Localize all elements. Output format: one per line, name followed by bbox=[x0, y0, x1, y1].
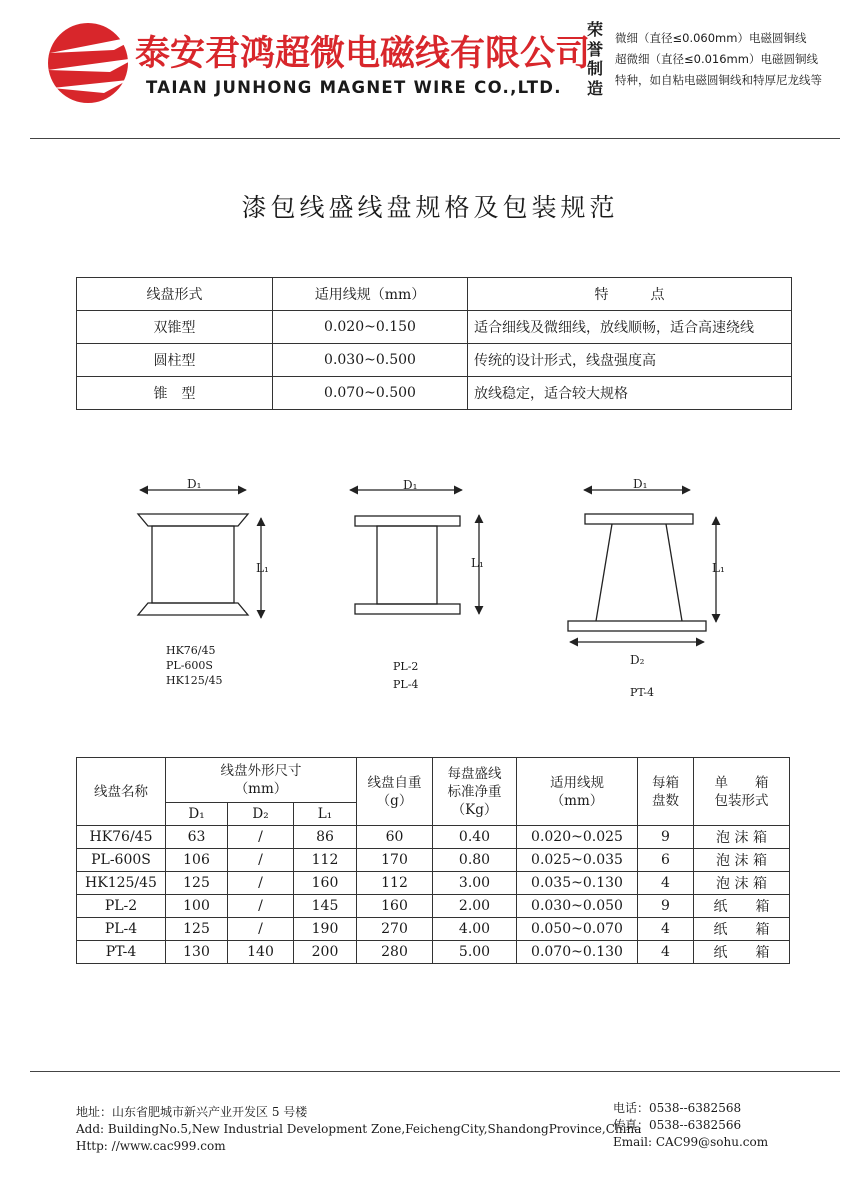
product-item: 特种，如自粘电磁圆铜线和特厚尼龙线等 bbox=[615, 73, 822, 87]
company-name-cn: 泰安君鸿超微电磁线有限公司 bbox=[135, 34, 591, 74]
dim-d1-label: D₁ bbox=[187, 477, 202, 491]
table-header-row: 线盘名称 线盘外形尺寸 （mm） 线盘自重 （g） 每盘盛线 标准净重 （Kg） 适用线规 （mm） 每箱 盘数 单 箱 包装形式 bbox=[77, 758, 790, 803]
diagram-labels-cylinder: PL-2 PL-4 bbox=[393, 660, 419, 691]
footer-divider bbox=[30, 1071, 840, 1072]
double-cone-reel-shape bbox=[138, 490, 261, 618]
table-row: 圆柱型 0.030~0.500 传统的设计形式，线盘强度高 bbox=[77, 344, 792, 377]
fax-number: 传真：0538--6382566 bbox=[613, 1118, 742, 1132]
honor-mark: 荣 誉 制 造 bbox=[586, 20, 603, 98]
company-logo bbox=[44, 20, 144, 106]
address-cn: 地址：山东省肥城市新兴产业开发区 5 号楼 bbox=[76, 1105, 308, 1119]
dim-l1-label: L₁ bbox=[471, 556, 484, 570]
table-row: HK76/45 63 / 86 60 0.40 0.020~0.025 9 泡 沫 箱 bbox=[77, 826, 790, 849]
footer-contact bbox=[613, 1100, 768, 1151]
company-name-en: TAIAN JUNHONG MAGNET WIRE CO.,LTD. bbox=[146, 78, 562, 97]
dim-l1-label: L₁ bbox=[256, 561, 269, 575]
reel-type-table bbox=[76, 277, 792, 410]
phone-number: 电话：0538--6382568 bbox=[613, 1101, 742, 1115]
cone-reel-shape bbox=[568, 490, 716, 642]
table-row: PL-4 125 / 190 270 4.00 0.050~0.070 4 纸 箱 bbox=[77, 918, 790, 941]
product-item: 超微细（直径≤0.016mm）电磁圆铜线 bbox=[615, 52, 818, 66]
address-en: Add: BuildingNo.5,New Industrial Development Zone,FeichengCity,ShandongProvince,China bbox=[76, 1122, 642, 1136]
table-row: PL-600S 106 / 112 170 0.80 0.025~0.035 6 泡 沫 箱 bbox=[77, 849, 790, 872]
email-link[interactable]: Email: CAC99@sohu.com bbox=[613, 1135, 769, 1149]
diagram-labels-double-cone: HK76/45 PL-600S HK125/45 bbox=[166, 644, 223, 687]
cylinder-reel-shape bbox=[350, 490, 479, 614]
table-header-row: 线盘形式 适用线规（mm） 特 点 bbox=[77, 278, 792, 311]
table-row: PT-4 130 140 200 280 5.00 0.070~0.130 4 纸 箱 bbox=[77, 941, 790, 964]
footer-address bbox=[76, 1104, 641, 1155]
dim-d1-label: D₁ bbox=[633, 477, 648, 491]
page-title: 漆包线盛线盘规格及包装规范 bbox=[241, 193, 619, 222]
table-subheader-row: D₁ D₂ L₁ bbox=[77, 803, 790, 826]
table-row: 锥 型 0.070~0.500 放线稳定，适合较大规格 bbox=[77, 377, 792, 410]
product-item: 微细（直径≤0.060mm）电磁圆铜线 bbox=[615, 31, 807, 45]
table-row: 双锥型 0.020~0.150 适合细线及微细线，放线顺畅，适合高速绕线 bbox=[77, 311, 792, 344]
header-divider bbox=[30, 138, 840, 139]
reel-spec-table bbox=[76, 757, 790, 964]
dim-d2-label: D₂ bbox=[630, 653, 645, 667]
table-row: HK125/45 125 / 160 112 3.00 0.035~0.130 4 泡 沫 箱 bbox=[77, 872, 790, 895]
diagram-labels-cone: PT-4 bbox=[630, 686, 655, 699]
dim-l1-label: L₁ bbox=[712, 561, 725, 575]
website-link[interactable]: Http: //www.cac999.com bbox=[76, 1139, 226, 1153]
dim-d1-label: D₁ bbox=[403, 478, 418, 492]
product-list bbox=[615, 28, 855, 91]
table-row: PL-2 100 / 145 160 2.00 0.030~0.050 9 纸 箱 bbox=[77, 895, 790, 918]
